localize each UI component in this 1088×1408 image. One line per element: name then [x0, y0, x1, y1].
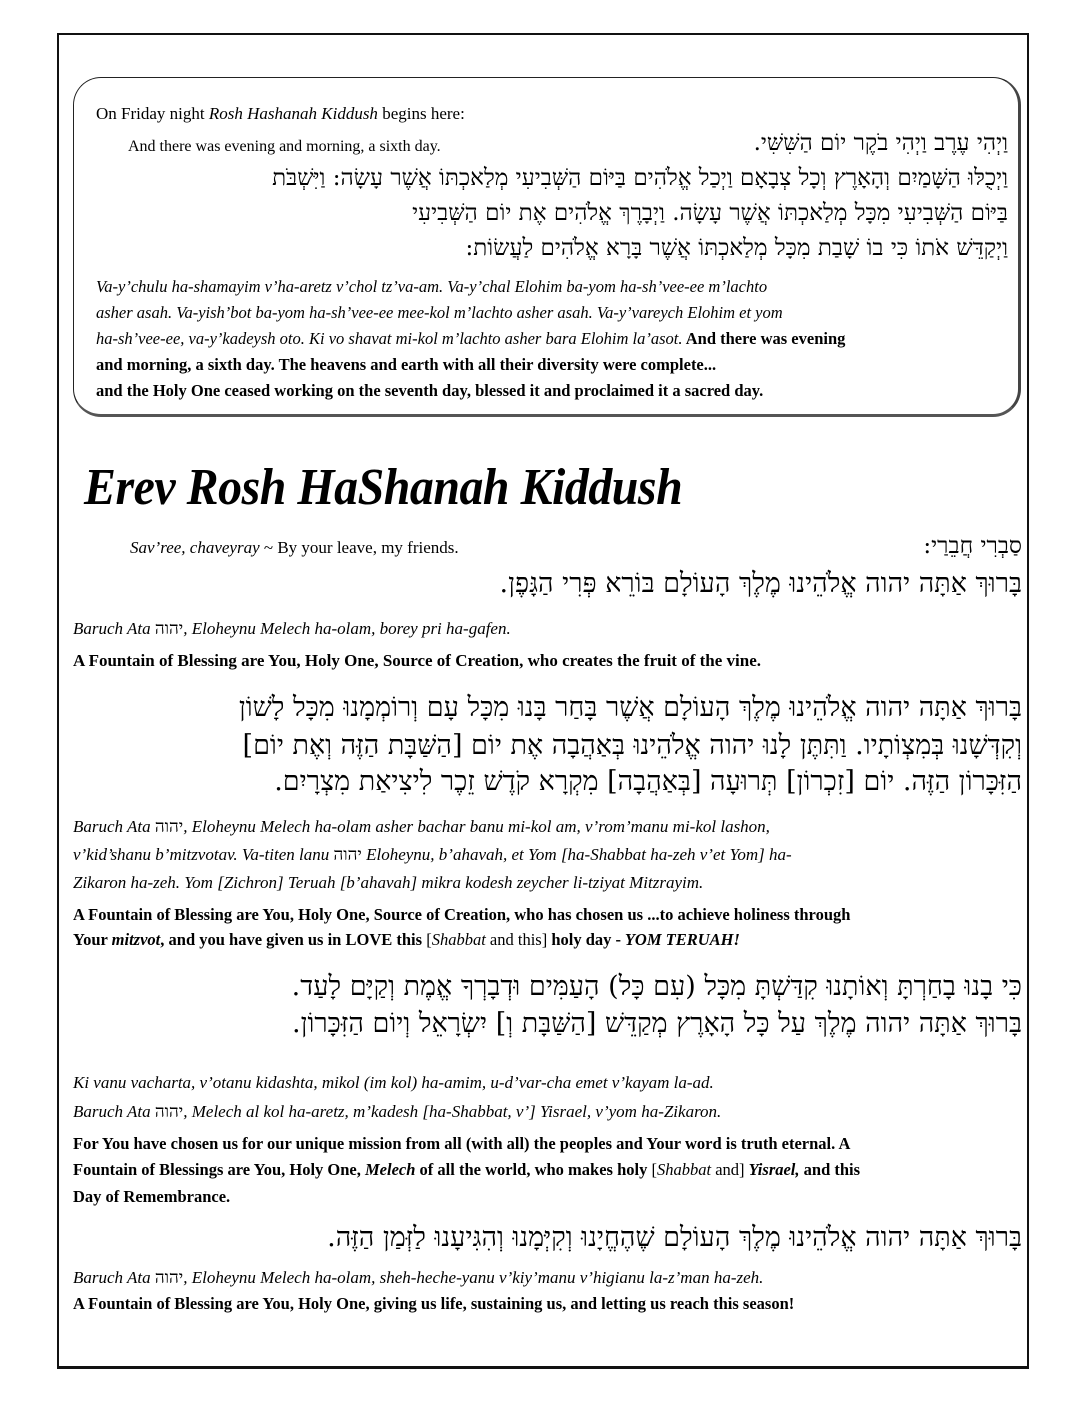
- vayechulu-hebrew-line: בַּיּוֹם הַשְּׁבִיעִי מִכָּל מְלַאכְתּוֹ אֲשֶׁר עָשָׂה. וַיְבָרֶךְ אֱלֹהִים אֶת יוֹם הַשְּׁבִיעִי: [412, 200, 1008, 226]
- yisrael-word: Yisrael,: [748, 1160, 800, 1179]
- intro-text-end: begins here:: [377, 104, 465, 123]
- vayechulu-english-line: and the Holy One ceased working on the seventh day, blessed it and proclaimed it a sacred day.: [96, 381, 764, 400]
- translit-text: , Eloheynu Melech ha-olam, borey pri ha-gafen.: [183, 619, 511, 638]
- melech-word: Melech: [365, 1160, 416, 1179]
- english-text: and this]: [485, 930, 552, 949]
- divine-name: יהוה: [333, 845, 362, 864]
- translit-text: Eloheynu, b’ahavah, et Yom [ha-Shabbat ha-zeh v’et Yom] ha-: [361, 845, 792, 864]
- divine-name: יהוה: [154, 817, 184, 836]
- intro-italic: Rosh Hashanah Kiddush: [208, 104, 378, 123]
- day-blessing-hebrew-line: וְקִדְּשָׁנוּ בְּמִצְוֹתָיו. וַתִּתֶּן לָנוּ יהוה אֱלֹהֵינוּ בְּאַהֲבָה אֶת יוֹם [הַשַּׁבָּת הַזֶּה וְאֶת יוֹם]: [242, 730, 1022, 761]
- day-blessing-translit-line: [73, 845, 792, 865]
- english-text: holy day: [551, 930, 616, 949]
- separator: ~: [259, 538, 278, 557]
- shabbat-word: Shabbat: [431, 930, 486, 949]
- vayechulu-hebrew-line: וַיְכֻלּוּ הַשָּׁמַיִם וְהָאָרֶץ וְכָל צְבָאָם וַיְכַל אֱלֹהִים בַּיּוֹם הַשְּׁבִיעִי מְלַאכְתּוֹ אֲשֶׁר עָשָׂה: וַיִּשְׁבֹּת: [272, 165, 1008, 191]
- page-title: Erev Rosh HaShanah Kiddush: [84, 459, 683, 516]
- chosen-blessing-hebrew-line: כִּי בָנוּ בָחַרְתָּ וְאוֹתָנוּ קִדַּשְׁתָּ מִכָּל (עִם כָּל) הָעַמִּים וּדְבָרְךָ אֱמֶת וְקַיָּם לָעַד.: [291, 971, 1022, 1002]
- chosen-blessing-english-line: Day of Remembrance.: [73, 1187, 231, 1206]
- english-text: and]: [711, 1160, 749, 1179]
- english-text: Your: [73, 930, 112, 949]
- chosen-blessing-english-line: [73, 1160, 860, 1180]
- shabbat-word: Shabbat: [656, 1160, 712, 1179]
- chosen-blessing-hebrew-line: בָּרוּךְ אַתָּה יהוה מֶלֶךְ עַל כָּל הָאָרֶץ מְקַדֵּשׁ [הַשַּׁבָּת וְ] יִשְׂרָאֵל וְיוֹם הַזִּכָּרוֹן.: [292, 1008, 1022, 1039]
- bracket: [: [426, 930, 432, 949]
- shehecheyanu-translit: [73, 1268, 763, 1288]
- translit-text: , Melech al kol ha-aretz, m’kadesh [ha-Shabbat, v’] Yisrael, v’yom ha-Zikaron.: [183, 1102, 722, 1121]
- divine-name: יהוה: [154, 619, 184, 638]
- translit-text: Baruch Ata: [73, 1102, 155, 1121]
- translit-text: , Eloheynu Melech ha-olam, sheh-heche-yanu v’kiy’manu v’higianu la-z’man ha-zeh.: [183, 1268, 764, 1287]
- vayechulu-english-line: and morning, a sixth day. The heavens and earth with all their diversity were complete...: [96, 355, 717, 374]
- intro-text: On Friday night: [96, 104, 209, 123]
- translit-text: Baruch Ata: [73, 817, 155, 836]
- vayechulu-translit-line: asher asah. Va-yish’bot ba-yom ha-sh’vee-ee mee-kol m’lachto asher asah. Va-y’vareych Elohim et yom: [96, 303, 783, 322]
- savri-line: [130, 538, 459, 558]
- evening-hebrew: וַיְהִי עֶרֶב וַיְהִי בֹקֶר יוֹם הַשִּׁשִּׁי.: [753, 130, 1008, 156]
- english-text: and this: [799, 1160, 861, 1179]
- savri-translit: Sav’ree, chaveyray: [130, 538, 260, 557]
- mitzvot-word: mitzvot: [111, 930, 161, 949]
- english-text: of all the world, who makes holy: [415, 1160, 652, 1179]
- english-text: Fountain of Blessings are You, Holy One,: [73, 1160, 365, 1179]
- day-blessing-hebrew-line: הַזִּכָּרוֹן הַזֶּה. יוֹם [זִכְרוֹן] תְּרוּעָה [בְּאַהֲבָה] מִקְרָא קֹדֶשׁ זֵכֶר לִיצִיאַת מִצְרָיִם.: [274, 766, 1022, 797]
- day-blessing-hebrew-line: בָּרוּךְ אַתָּה יהוה אֱלֹהֵינוּ מֶלֶךְ הָעוֹלָם אֲשֶׁר בָּחַר בָּנוּ מִכָּל עָם וְרוֹמְמָנוּ מִכָּל לָשׁוֹן: [238, 692, 1022, 723]
- evening-english: And there was evening and morning, a sixth day.: [128, 138, 441, 155]
- english-text: , and you have given us in LOVE this: [160, 930, 427, 949]
- divine-name: יהוה: [154, 1268, 184, 1287]
- divine-name: יהוה: [154, 1102, 184, 1121]
- dash: -: [615, 930, 622, 949]
- vayechulu-translit-line: Va-y’chulu ha-shamayim v’ha-aretz v’chol tz’va-am. Va-y’chal Elohim ba-yom ha-sh’vee-ee m’lachto: [96, 277, 768, 296]
- translit-text: Baruch Ata: [73, 1268, 155, 1287]
- chosen-blessing-english-line: For You have chosen us for our unique mission from all (with all) the peoples and Your word is truth eternal. A: [73, 1134, 851, 1153]
- chosen-blessing-translit-line: [73, 1102, 721, 1122]
- translit-text: , Eloheynu Melech ha-olam asher bachar banu mi-kol am, v’rom’manu mi-kol lashon,: [183, 817, 770, 836]
- vayechulu-translit-line: [96, 329, 845, 349]
- wine-blessing-english: A Fountain of Blessing are You, Holy One, Source of Creation, who creates the fruit of the vine.: [73, 651, 762, 670]
- wine-blessing-translit: [73, 619, 511, 639]
- friday-intro: [96, 104, 465, 124]
- shehecheyanu-english: A Fountain of Blessing are You, Holy One, giving us life, sustaining us, and letting us reach this season!: [73, 1294, 795, 1313]
- translit-text: v’kid’shanu b’mitzvotav. Va-titen lanu: [73, 845, 334, 864]
- day-blessing-english-line: A Fountain of Blessing are You, Holy One, Source of Creation, who has chosen us ...to achieve holiness through: [73, 905, 851, 924]
- wine-blessing-hebrew: בָּרוּךְ אַתָּה יהוה אֱלֹהֵינוּ מֶלֶךְ הָעוֹלָם בּוֹרֵא פְּרִי הַגָּפֶן.: [499, 568, 1022, 599]
- yom-teruah: YOM TERUAH!: [621, 930, 740, 949]
- savri-hebrew: סַבְרִי חֲבֵרַי:: [923, 533, 1022, 559]
- translit-text: Baruch Ata: [73, 619, 155, 638]
- savri-english: By your leave, my friends.: [277, 538, 459, 557]
- vayechulu-hebrew-line: וַיְקַדֵּשׁ אֹתוֹ כִּי בוֹ שָׁבַת מִכָּל מְלַאכְתּוֹ אֲשֶׁר בָּרָא אֱלֹהִים לַעֲשׂוֹת:: [465, 235, 1008, 261]
- day-blessing-translit-line: Zikaron ha-zeh. Yom [Zichron] Teruah [b’ahavah] mikra kodesh zeycher li-tziyat Mitzrayim.: [73, 873, 704, 892]
- shehecheyanu-hebrew: בָּרוּךְ אַתָּה יהוה אֱלֹהֵינוּ מֶלֶךְ הָעוֹלָם שֶׁהֶחֱיָנוּ וְקִיְּמָנוּ וְהִגִּיעָנוּ לַזְּמַן הַזֶּה.: [327, 1222, 1022, 1253]
- day-blessing-english-line: [73, 930, 740, 950]
- english-text: And there was evening: [682, 329, 846, 348]
- day-blessing-translit-line: [73, 817, 770, 837]
- translit-text: ha-sh’vee-ee, va-y’kadeysh oto. Ki vo shavat mi-kol m’lachto asher bara Elohim la’asot.: [96, 329, 683, 348]
- bracket: [: [651, 1160, 657, 1179]
- chosen-blessing-translit-line: Ki vanu vacharta, v’otanu kidashta, mikol (im kol) ha-amim, u-d’var-cha emet v’kayam la-ad.: [73, 1073, 714, 1092]
